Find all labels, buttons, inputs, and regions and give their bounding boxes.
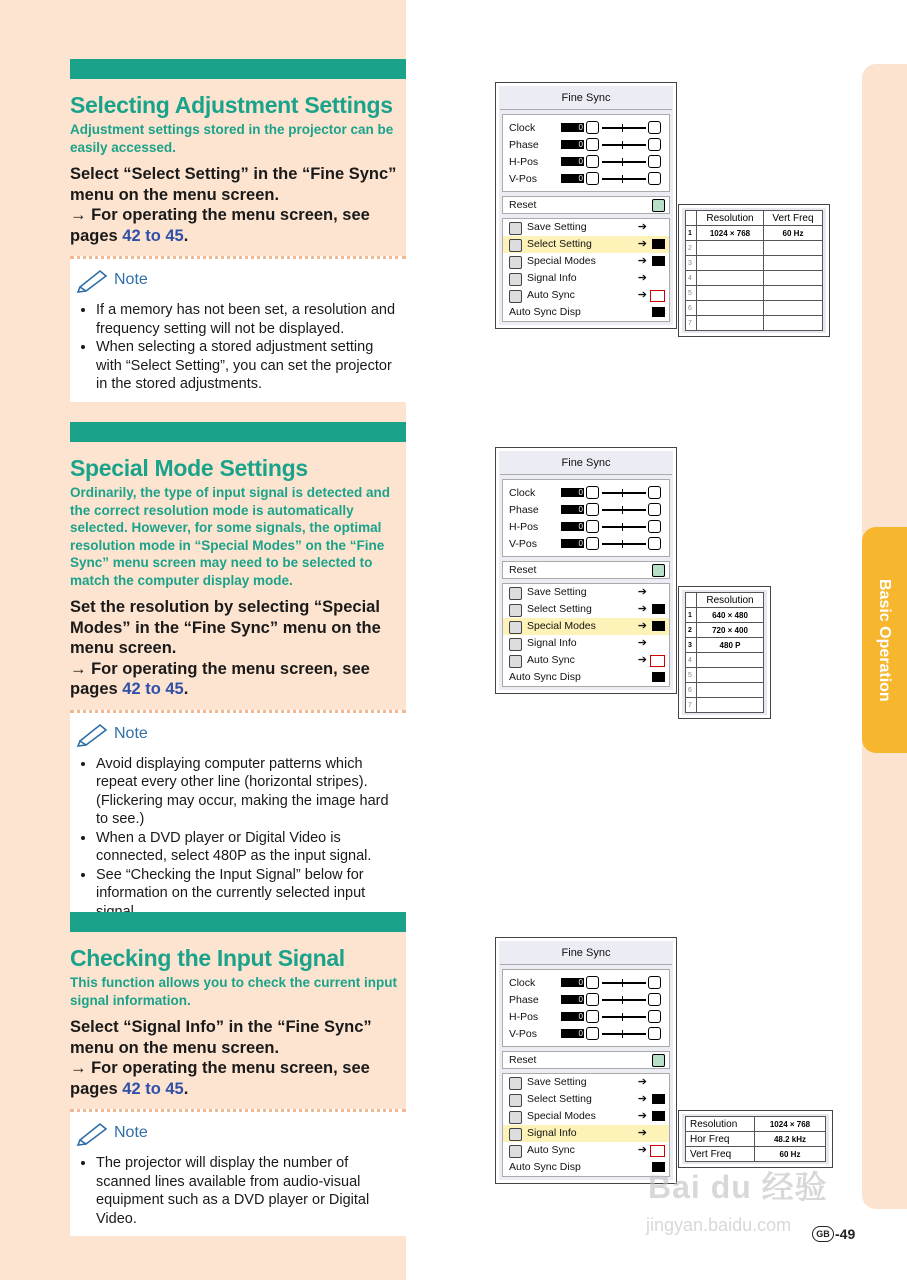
arrow-icon: ➔ [637,1110,647,1122]
menu-item-label: Save Setting [527,586,587,598]
adjust-label: H-Pos [509,1010,539,1023]
menu-item-icon [509,222,522,235]
adjust-min-icon [586,155,599,168]
basic-operation-tab[interactable] [862,527,907,753]
adjust-row[interactable] [503,501,669,518]
menu-item-label: Auto Sync [527,1144,575,1156]
menu-item[interactable] [503,669,669,686]
adjust-slider[interactable] [602,1016,646,1018]
adjust-label: V-Pos [509,1027,538,1040]
menu-title [500,87,672,110]
adjust-max-icon [648,121,661,134]
adjust-min-icon [586,1027,599,1040]
menu-item[interactable] [503,287,669,304]
adjust-slider[interactable] [602,161,646,163]
info-row [686,1132,826,1147]
arrow-icon: ➔ [637,238,647,250]
row-resolution [697,698,764,713]
row-resolution [697,256,764,271]
menu-item-icon [509,1111,522,1124]
section-instruction [70,597,406,700]
adjust-slider[interactable] [602,178,646,180]
menu-item[interactable] [503,1142,669,1159]
menu-item-label: Auto Sync Disp [509,306,581,318]
note-item: • The projector will display the number of scanned lines available from audio-visual equipment such as a DVD player or Digital Video. [96,1154,396,1228]
note-header [76,721,396,747]
row-number: 5 [686,286,697,301]
reset-button[interactable] [502,561,670,579]
menu-item-state-icon [650,1145,665,1157]
arrow-icon: ➔ [637,272,647,284]
arrow-icon: ➔ [637,1076,647,1088]
adjust-value: 0 [561,157,584,166]
table-row[interactable] [686,698,764,713]
menu-item-label: Special Modes [527,255,596,267]
menu-item-icon [509,239,522,252]
menu-item-state-icon [652,604,665,614]
row-number: 4 [686,653,697,668]
adjust-slider[interactable] [602,492,646,494]
adjust-label: Phase [509,138,539,151]
menu-item-state-icon [652,621,665,631]
info-label: Vert Freq [686,1147,755,1162]
adjust-slider[interactable] [602,526,646,528]
menu-item-icon [509,587,522,600]
signal-info-table [678,1110,833,1168]
adjust-max-icon [648,138,661,151]
adjust-label: Clock [509,976,536,989]
menu-item[interactable] [503,253,669,270]
adjust-label: Clock [509,486,536,499]
menu-item[interactable] [503,1159,669,1176]
adjust-slider[interactable] [602,999,646,1001]
row-number: 7 [686,698,697,713]
special-modes-table [678,586,771,719]
adjust-slider[interactable] [602,127,646,129]
menu-item-icon [509,1128,522,1141]
instruction-text: Select “Select Setting” in the “Fine Sync” menu on the menu screen. [70,165,397,204]
adjust-min-icon [586,503,599,516]
menu-item-label: Signal Info [527,1127,577,1139]
menu-item-state-icon [650,655,665,667]
fine-sync-menu-2 [495,447,677,694]
menu-item[interactable] [503,652,669,669]
menu-item-label: Select Setting [527,238,592,250]
row-resolution [697,301,764,316]
info-label: Resolution [686,1117,755,1132]
reset-button[interactable] [502,196,670,214]
row-number: 7 [686,316,697,331]
adjust-slider[interactable] [602,144,646,146]
note-list [76,301,396,394]
row-resolution: 720 × 400 [697,623,764,638]
row-number: 6 [686,301,697,316]
section-title: Checking the Input Signal [70,945,345,971]
menu-item[interactable] [503,1091,669,1108]
section-subtitle: Ordinarily, the type of input signal is detected and the correct resolution mode is automatically selected. However, for some signals, the optimal resolution mode in “Special Modes” on the “Fine Sync” menu screen may need to be selected to match the computer display mode. [70,485,391,588]
menu-item-label: Save Setting [527,1076,587,1088]
adjust-value: 0 [561,123,584,132]
row-vert-freq [764,256,823,271]
section-title: Special Mode Settings [70,455,308,481]
row-resolution [697,286,764,301]
arrow-icon: ➔ [637,1127,647,1139]
adjust-slider[interactable] [602,982,646,984]
adjust-label: H-Pos [509,520,539,533]
adjust-row[interactable] [503,136,669,153]
note-label: Note [114,724,148,742]
adjust-max-icon [648,976,661,989]
table-corner [686,593,697,608]
table-row[interactable] [686,608,764,623]
adjust-value: 0 [561,522,584,531]
note-box [70,256,406,402]
menu-items [502,1073,670,1177]
header-resolution: Resolution [697,593,764,608]
adjust-min-icon [586,520,599,533]
info-value: 60 Hz [755,1147,826,1162]
row-number: 1 [686,608,697,623]
menu-item-icon [509,1077,522,1090]
menu-item-label: Select Setting [527,1093,592,1105]
adjust-max-icon [648,172,661,185]
header-resolution: Resolution [697,211,764,226]
row-number: 2 [686,241,697,256]
table-row[interactable] [686,623,764,638]
note-item: • If a memory has not been set, a resolution and frequency setting will not be displayed. [96,301,396,338]
adjust-min-icon [586,121,599,134]
arrow-icon: ➔ [637,255,647,267]
note-label: Note [114,271,148,288]
adjust-label: Phase [509,503,539,516]
row-resolution [697,241,764,256]
menu-item[interactable] [503,1125,669,1142]
menu-title-text: Fine Sync [561,457,611,469]
table-row[interactable] [686,668,764,683]
note-item: • When a DVD player or Digital Video is connected, select 480P as the input signal. [96,829,396,866]
menu-item-label: Select Setting [527,603,592,615]
pages-link[interactable]: 42 to 45 [122,1079,184,1098]
menu-item-icon [509,621,522,634]
adjust-min-icon [586,976,599,989]
menu-item-state-icon [652,239,665,249]
table-row[interactable] [686,653,764,668]
arrow-icon: ➔ [637,654,647,666]
adjust-min-icon [586,993,599,1006]
info-label: Hor Freq [686,1132,755,1147]
note-item: • When selecting a stored adjustment setting with “Select Setting”, you can set the projector in the stored adjustments. [96,338,396,394]
arrow-icon: ➔ [637,620,647,632]
period: . [183,1079,189,1098]
adjust-max-icon [648,537,661,550]
menu-item-state-icon [652,672,665,682]
table-row[interactable] [686,226,823,241]
adjust-value: 0 [561,1012,584,1021]
row-number: 4 [686,271,697,286]
row-vert-freq [764,241,823,256]
note-box [70,1109,406,1236]
menu-title-text: Fine Sync [561,947,611,959]
section-title: Selecting Adjustment Settings [70,92,393,118]
menu-item[interactable] [503,584,669,601]
row-resolution: 640 × 480 [697,608,764,623]
menu-item[interactable] [503,601,669,618]
row-resolution [697,683,764,698]
info-row [686,1117,826,1132]
row-resolution [697,316,764,331]
section-selecting-adjustment [70,59,406,402]
adjust-label: V-Pos [509,172,538,185]
info-value: 1024 × 768 [755,1117,826,1132]
adjust-label: Clock [509,121,536,134]
menu-item[interactable] [503,635,669,652]
adjust-group [502,969,670,1047]
menu-item[interactable] [503,1108,669,1125]
row-resolution: 480 P [697,638,764,653]
adjust-min-icon [586,1010,599,1023]
table-row[interactable] [686,316,823,331]
menu-item-label: Auto Sync Disp [509,671,581,683]
adjust-row[interactable] [503,153,669,170]
note-list [76,1154,396,1228]
row-resolution [697,271,764,286]
note-item: • See “Checking the Input Signal” below for information on the currently selected input [96,866,396,922]
see-prefix: → For operating the menu screen, see pages [70,206,370,245]
reset-button[interactable] [502,1051,670,1069]
menu-item-icon [509,273,522,286]
table-row[interactable] [686,301,823,316]
menu-item-label: Signal Info [527,637,577,649]
gb-badge: GB [812,1226,834,1242]
page-number-text: -49 [835,1226,856,1242]
section-checking-input [70,912,406,1236]
adjust-row[interactable] [503,518,669,535]
row-number: 3 [686,256,697,271]
menu-item-icon [509,638,522,651]
menu-item-state-icon [652,307,665,317]
instruction-text: Set the resolution by selecting “Special Modes” in the “Fine Sync” menu on the menu screen. [70,598,381,657]
section-subtitle: Adjustment settings stored in the projector can be easily accessed. [70,122,394,155]
section-bar [70,422,406,442]
note-list [76,755,396,922]
menu-item[interactable] [503,270,669,287]
adjust-max-icon [648,1010,661,1023]
note-item: • Avoid displaying computer patterns which repeat every other line (horizontal stripes). (Flickering may occur, making the image hard to see.) [96,755,396,829]
info-row [686,1147,826,1162]
reset-icon [652,1054,665,1067]
arrow-icon: ➔ [637,1144,647,1156]
menu-item-icon [509,256,522,269]
note-header [76,1120,396,1146]
instruction-text: Select “Signal Info” in the “Fine Sync” menu on the menu screen. [70,1018,372,1057]
arrow-icon: ➔ [637,1093,647,1105]
table-row[interactable] [686,241,823,256]
arrow-icon: ➔ [637,289,647,301]
adjust-value: 0 [561,978,584,987]
menu-item-icon [509,290,522,303]
row-number: 2 [686,623,697,638]
tab-label: Basic Operation [876,578,893,702]
note-label: Note [114,1124,148,1141]
row-vert-freq [764,286,823,301]
adjust-min-icon [586,172,599,185]
adjust-row[interactable] [503,1008,669,1025]
menu-title [500,942,672,965]
saved-settings-table [678,204,830,337]
menu-item-state-icon [650,290,665,302]
adjust-row[interactable] [503,170,669,187]
menu-item-state-icon [652,1094,665,1104]
row-vert-freq [764,316,823,331]
adjust-group [502,479,670,557]
info-value: 48.2 kHz [755,1132,826,1147]
arrow-icon: ➔ [637,586,647,598]
adjust-value: 0 [561,174,584,183]
row-number: 1 [686,226,697,241]
section-bar [70,912,406,932]
row-number: 3 [686,638,697,653]
menu-item[interactable] [503,236,669,253]
row-resolution: 1024 × 768 [697,226,764,241]
table-row[interactable] [686,271,823,286]
reset-label: Reset [509,1054,537,1066]
adjust-row[interactable] [503,974,669,991]
table-corner [686,211,697,226]
row-number: 5 [686,668,697,683]
menu-title-text: Fine Sync [561,92,611,104]
pencil-icon [76,267,112,293]
arrow-icon: ➔ [637,603,647,615]
menu-item-label: Auto Sync [527,289,575,301]
menu-item[interactable] [503,618,669,635]
menu-item-icon [509,655,522,668]
menu-item-label: Auto Sync [527,654,575,666]
arrow-icon: ➔ [637,637,647,649]
row-number: 6 [686,683,697,698]
adjust-slider[interactable] [602,509,646,511]
adjust-value: 0 [561,488,584,497]
menu-item[interactable] [503,304,669,321]
adjust-max-icon [648,1027,661,1040]
adjust-max-icon [648,503,661,516]
table-row[interactable] [686,256,823,271]
see-prefix: → For operating the menu screen, see pages [70,659,370,698]
row-resolution [697,653,764,668]
menu-item[interactable] [503,219,669,236]
section-instruction [70,1017,406,1099]
menu-item-label: Auto Sync Disp [509,1161,581,1173]
table-row[interactable] [686,638,764,653]
adjust-value: 0 [561,539,584,548]
menu-item-label: Special Modes [527,1110,596,1122]
adjust-max-icon [648,520,661,533]
note-box [70,710,406,930]
adjust-row[interactable] [503,484,669,501]
adjust-label: H-Pos [509,155,539,168]
pencil-icon [76,1120,112,1146]
reset-label: Reset [509,199,537,211]
adjust-row[interactable] [503,991,669,1008]
menu-item-label: Save Setting [527,221,587,233]
adjust-label: Phase [509,993,539,1006]
section-instruction [70,164,406,246]
adjust-value: 0 [561,995,584,1004]
adjust-slider[interactable] [602,1033,646,1035]
watermark-url: jingyan.baidu.com [646,1215,792,1235]
adjust-row[interactable] [503,1025,669,1042]
reset-icon [652,199,665,212]
menu-item-label: Signal Info [527,272,577,284]
adjust-min-icon [586,138,599,151]
adjust-group [502,114,670,192]
menu-item-label: Special Modes [527,620,596,632]
note-header [76,267,396,293]
table-row[interactable] [686,286,823,301]
row-vert-freq: 60 Hz [764,226,823,241]
adjust-row[interactable] [503,119,669,136]
adjust-min-icon [586,537,599,550]
table-row[interactable] [686,683,764,698]
section-special-mode [70,422,406,929]
see-prefix: → For operating the menu screen, see pages [70,1059,370,1098]
period: . [183,680,189,698]
menu-item-state-icon [652,1111,665,1121]
menu-item-icon [509,1145,522,1158]
row-vert-freq [764,271,823,286]
section-bar [70,59,406,79]
adjust-slider[interactable] [602,543,646,545]
reset-label: Reset [509,564,537,576]
page-number [812,1226,855,1242]
menu-items [502,218,670,322]
adjust-min-icon [586,486,599,499]
arrow-icon: ➔ [637,221,647,233]
section-subtitle: This function allows you to check the current input signal information. [70,975,398,1008]
adjust-value: 0 [561,140,584,149]
adjust-value: 0 [561,1029,584,1038]
row-vert-freq [764,301,823,316]
menu-items [502,583,670,687]
header-vert-freq: Vert Freq [764,211,823,226]
menu-item-icon [509,1094,522,1107]
period: . [183,226,189,245]
row-resolution [697,668,764,683]
pages-link[interactable]: 42 to 45 [122,226,184,245]
adjust-value: 0 [561,505,584,514]
adjust-label: V-Pos [509,537,538,550]
pages-link[interactable]: 42 to 45 [122,680,184,698]
menu-item-icon [509,604,522,617]
menu-item-state-icon [652,256,665,266]
fine-sync-menu-1 [495,82,677,329]
reset-icon [652,564,665,577]
adjust-row[interactable] [503,535,669,552]
menu-item[interactable] [503,1074,669,1091]
pencil-icon [76,721,112,747]
adjust-max-icon [648,155,661,168]
watermark: Bai du 经验 [648,1169,828,1205]
adjust-max-icon [648,993,661,1006]
menu-title [500,452,672,475]
fine-sync-menu-3 [495,937,677,1184]
adjust-max-icon [648,486,661,499]
